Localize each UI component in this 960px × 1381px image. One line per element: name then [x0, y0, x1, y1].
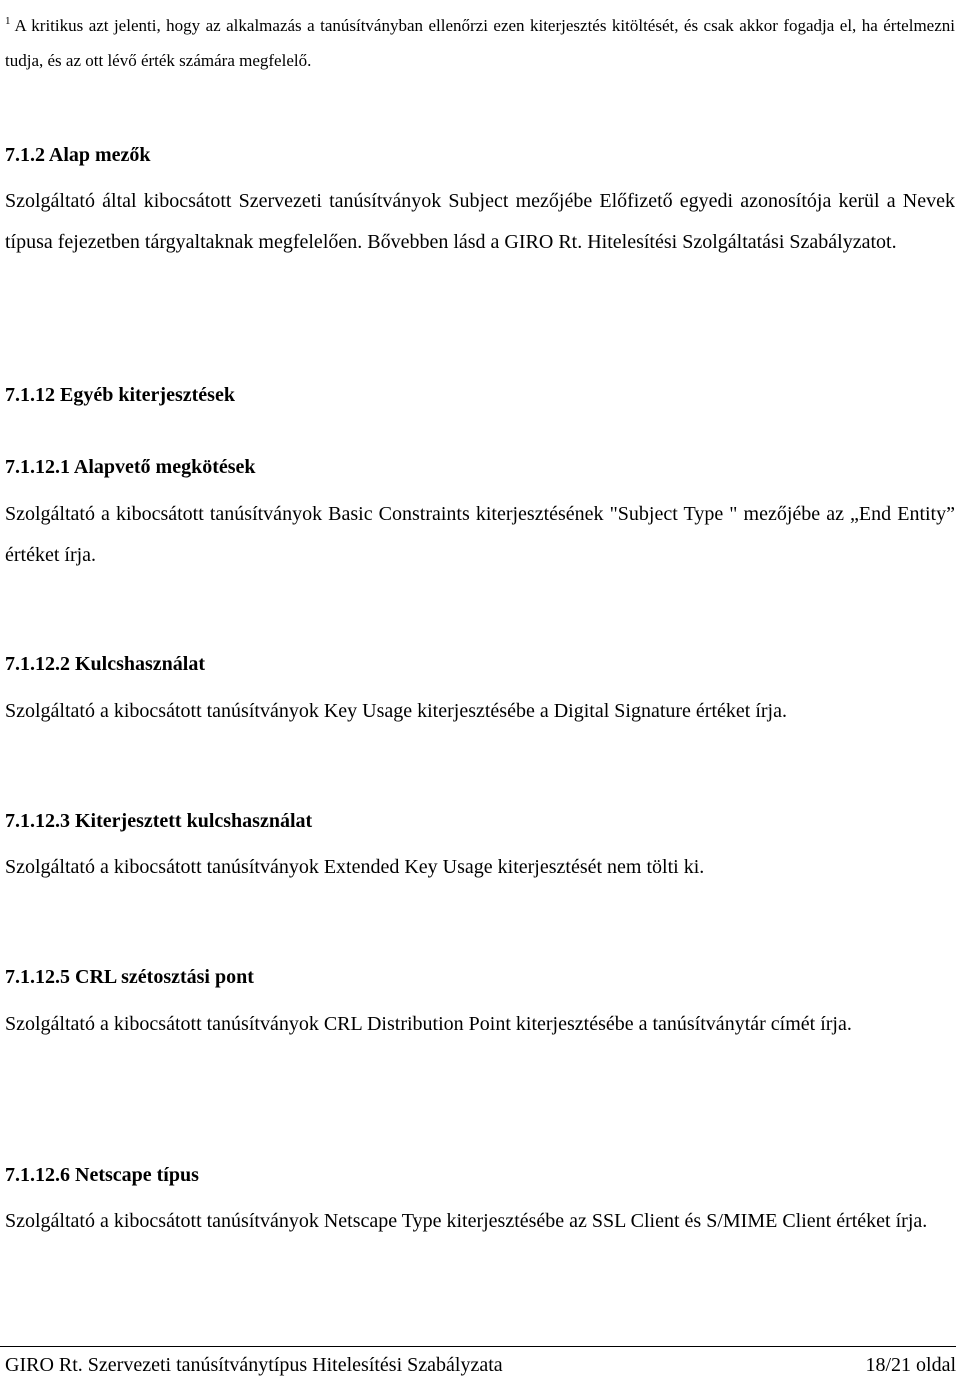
section-heading-7-1-12-5: 7.1.12.5 CRL szétosztási pont [5, 966, 254, 988]
page-footer [0, 1346, 956, 1381]
section-heading-7-1-12-3: 7.1.12.3 Kiterjesztett kulcshasználat [5, 810, 313, 832]
footer-page-number: 18/21 oldal [865, 1354, 956, 1376]
footnote-text: A kritikus azt jelenti, hogy az alkalmazás a tanúsítványban ellenőrzi ezen kiterjesztés kitöltését, és csak akkor fogadja el, ha értelmezni tudja, és az ott lévő érték számára megfelelő. [5, 16, 955, 70]
footnote [5, 4, 955, 78]
section-heading-7-1-12-6: 7.1.12.6 Netscape típus [5, 1164, 199, 1186]
footer-document-title: GIRO Rt. Szervezeti tanúsítványtípus Hitelesítési Szabályzata [5, 1354, 503, 1376]
section-body-7-1-12-6: Szolgáltató a kibocsátott tanúsítványok Netscape Type kiterjesztésébe az SSL Client és S/MIME Client értéket írja. [5, 1210, 928, 1232]
section-heading-7-1-2: 7.1.2 Alap mezők [5, 144, 151, 166]
section-body-7-1-2: Szolgáltató által kibocsátott Szervezeti tanúsítványok Subject mezőjébe Előfizető egyedi azonosítója kerül a Nevek típusa fejezetben tárgyaltaknak megfelelően. Bővebben lásd a GIRO Rt. Hitelesítési Szolgáltatási Szabályzatot. [5, 190, 955, 253]
section-heading-7-1-12-1: 7.1.12.1 Alapvető megkötések [5, 456, 256, 478]
section-body-7-1-12-3: Szolgáltató a kibocsátott tanúsítványok Extended Key Usage kiterjesztését nem tölti ki. [5, 856, 705, 878]
footnote-marker: 1 [5, 15, 11, 27]
section-body-7-1-12-5: Szolgáltató a kibocsátott tanúsítványok CRL Distribution Point kiterjesztésébe a tanúsítványtár címét írja. [5, 1013, 852, 1035]
section-heading-7-1-12-2: 7.1.12.2 Kulcshasználat [5, 653, 206, 675]
section-body-7-1-12-1: Szolgáltató a kibocsátott tanúsítványok Basic Constraints kiterjesztésének "Subject Type " mezőjébe az „End Entity” értéket írja. [5, 503, 955, 566]
section-body-7-1-12-2: Szolgáltató a kibocsátott tanúsítványok Key Usage kiterjesztésébe a Digital Signature értéket írja. [5, 700, 787, 722]
section-heading-7-1-12: 7.1.12 Egyéb kiterjesztések [5, 384, 235, 406]
